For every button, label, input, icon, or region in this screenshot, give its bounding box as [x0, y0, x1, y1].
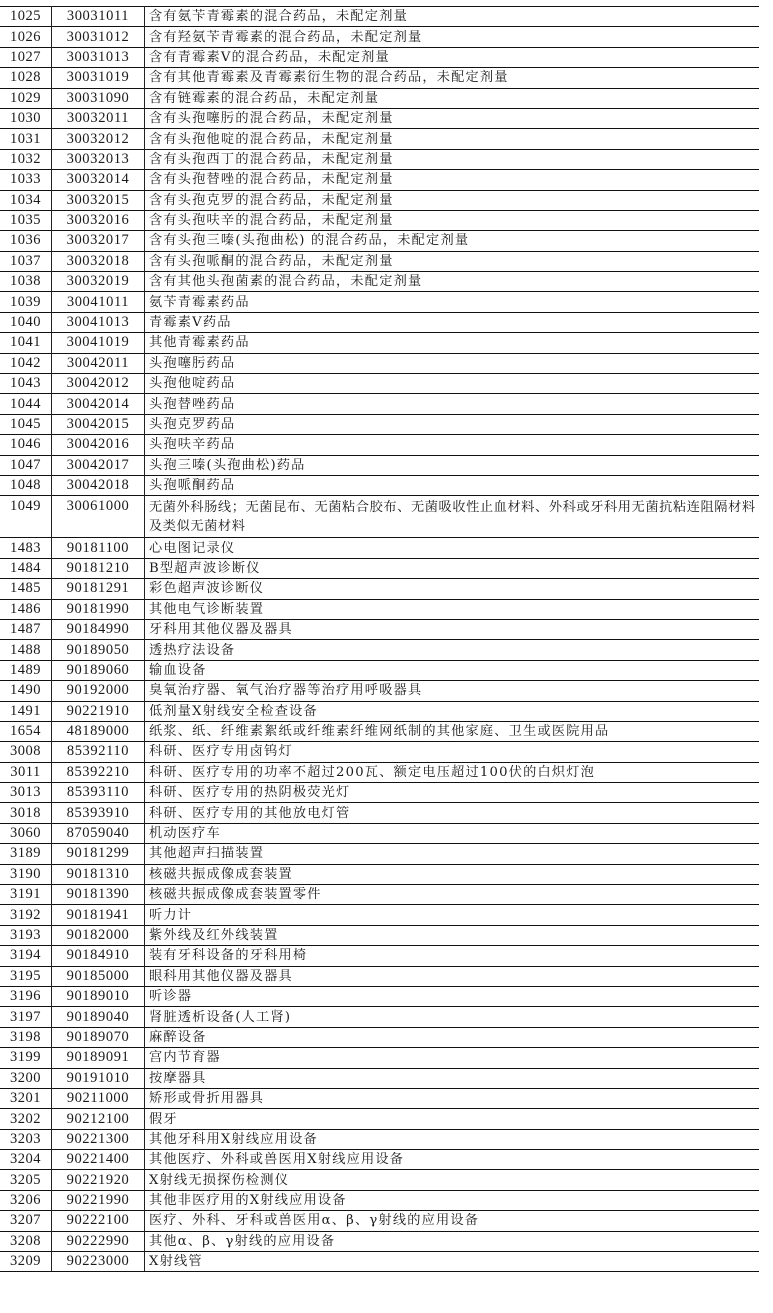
row-name-cell: 头孢他啶药品	[145, 374, 760, 394]
row-seq-cell: 3198	[0, 1027, 52, 1047]
table-row	[0, 496, 759, 538]
row-name-cell: 含有头孢噻肟的混合药品，未配定剂量	[145, 108, 760, 128]
row-seq-cell: 3199	[0, 1048, 52, 1068]
row-name-cell: 紫外线及红外线装置	[145, 925, 760, 945]
row-name-cell: 心电图记录仪	[145, 538, 760, 558]
table-row	[0, 823, 759, 843]
table-row	[0, 7, 759, 27]
row-code-cell: 90212100	[52, 1109, 145, 1129]
table-row	[0, 905, 759, 925]
row-seq-cell: 1490	[0, 681, 52, 701]
row-seq-cell: 3008	[0, 742, 52, 762]
row-name-cell: 其他非医疗用的X射线应用设备	[145, 1190, 760, 1210]
table-row	[0, 783, 759, 803]
row-seq-cell: 3011	[0, 762, 52, 782]
row-name-cell: 含有青霉素V的混合药品，未配定剂量	[145, 47, 760, 67]
table-row	[0, 129, 759, 149]
row-seq-cell: 1035	[0, 210, 52, 230]
row-seq-cell: 3208	[0, 1231, 52, 1251]
table-row	[0, 966, 759, 986]
table-row	[0, 681, 759, 701]
row-code-cell: 90182000	[52, 925, 145, 945]
row-seq-cell: 1039	[0, 292, 52, 312]
row-seq-cell: 1485	[0, 579, 52, 599]
row-name-cell: 核磁共振成像成套装置零件	[145, 885, 760, 905]
row-name-cell: 含有氨苄青霉素的混合药品，未配定剂量	[145, 7, 760, 27]
table-row	[0, 742, 759, 762]
table-row	[0, 701, 759, 721]
table-row	[0, 844, 759, 864]
row-code-cell: 90211000	[52, 1088, 145, 1108]
table-row	[0, 885, 759, 905]
row-name-cell: 青霉素V药品	[145, 312, 760, 332]
row-seq-cell: 3060	[0, 823, 52, 843]
row-name-cell: 头孢哌酮药品	[145, 475, 760, 495]
table-row	[0, 272, 759, 292]
row-name-cell: 科研、医疗专用卤钨灯	[145, 742, 760, 762]
row-seq-cell: 3192	[0, 905, 52, 925]
row-code-cell: 90181990	[52, 599, 145, 619]
table-row	[0, 538, 759, 558]
row-seq-cell: 1043	[0, 374, 52, 394]
row-code-cell: 30032011	[52, 108, 145, 128]
table-row	[0, 1190, 759, 1210]
row-code-cell: 90184990	[52, 619, 145, 639]
row-seq-cell: 1029	[0, 88, 52, 108]
row-seq-cell: 3207	[0, 1211, 52, 1231]
table-row	[0, 47, 759, 67]
row-code-cell: 48189000	[52, 721, 145, 741]
row-code-cell: 90222100	[52, 1211, 145, 1231]
row-name-cell: 牙科用其他仪器及器具	[145, 619, 760, 639]
row-code-cell: 30042011	[52, 353, 145, 373]
row-name-cell: 含有羟氨苄青霉素的混合药品，未配定剂量	[145, 27, 760, 47]
table-row	[0, 925, 759, 945]
row-code-cell: 30032012	[52, 129, 145, 149]
table-row	[0, 619, 759, 639]
row-seq-cell: 1044	[0, 394, 52, 414]
tariff-code-table	[0, 6, 759, 1272]
table-row	[0, 1211, 759, 1231]
table-row	[0, 27, 759, 47]
table-row	[0, 108, 759, 128]
table-row	[0, 394, 759, 414]
row-code-cell: 85392110	[52, 742, 145, 762]
row-name-cell: 眼科用其他仪器及器具	[145, 966, 760, 986]
row-seq-cell: 3206	[0, 1190, 52, 1210]
row-seq-cell: 3194	[0, 946, 52, 966]
row-code-cell: 85393910	[52, 803, 145, 823]
row-code-cell: 90181291	[52, 579, 145, 599]
table-row	[0, 1088, 759, 1108]
row-name-cell: 科研、医疗专用的功率不超过200瓦、额定电压超过100伏的白炽灯泡	[145, 762, 760, 782]
row-seq-cell: 1034	[0, 190, 52, 210]
row-name-cell: 医疗、外科、牙科或兽医用α、β、γ射线的应用设备	[145, 1211, 760, 1231]
row-seq-cell: 1032	[0, 149, 52, 169]
row-name-cell: 含有头孢哌酮的混合药品，未配定剂量	[145, 251, 760, 271]
table-row	[0, 210, 759, 230]
row-code-cell: 30032017	[52, 231, 145, 251]
table-row	[0, 435, 759, 455]
row-seq-cell: 3190	[0, 864, 52, 884]
table-row	[0, 231, 759, 251]
row-name-cell: X射线管	[145, 1252, 760, 1272]
row-seq-cell: 1483	[0, 538, 52, 558]
row-code-cell: 30041011	[52, 292, 145, 312]
row-code-cell: 90223000	[52, 1252, 145, 1272]
table-row	[0, 762, 759, 782]
row-name-cell: 宫内节育器	[145, 1048, 760, 1068]
row-seq-cell: 1033	[0, 170, 52, 190]
row-code-cell: 30031011	[52, 7, 145, 27]
row-name-cell: 矫形或骨折用器具	[145, 1088, 760, 1108]
table-row	[0, 946, 759, 966]
row-name-cell: 含有链霉素的混合药品，未配定剂量	[145, 88, 760, 108]
row-seq-cell: 3204	[0, 1150, 52, 1170]
row-code-cell: 90189040	[52, 1007, 145, 1027]
row-seq-cell: 1041	[0, 333, 52, 353]
row-code-cell: 90181299	[52, 844, 145, 864]
row-seq-cell: 3013	[0, 783, 52, 803]
table-row	[0, 660, 759, 680]
row-seq-cell: 1028	[0, 68, 52, 88]
row-name-cell: 其他α、β、γ射线的应用设备	[145, 1231, 760, 1251]
row-code-cell: 30032018	[52, 251, 145, 271]
table-row	[0, 374, 759, 394]
row-seq-cell: 1486	[0, 599, 52, 619]
row-seq-cell: 1487	[0, 619, 52, 639]
row-code-cell: 30032013	[52, 149, 145, 169]
table-row	[0, 986, 759, 1006]
row-name-cell: 头孢克罗药品	[145, 414, 760, 434]
row-name-cell: 纸浆、纸、纤维素絮纸或纤维素纤维网纸制的其他家庭、卫生或医院用品	[145, 721, 760, 741]
row-name-cell: 氨苄青霉素药品	[145, 292, 760, 312]
row-seq-cell: 3191	[0, 885, 52, 905]
table-row	[0, 558, 759, 578]
row-code-cell: 90189060	[52, 660, 145, 680]
row-code-cell: 90181100	[52, 538, 145, 558]
row-code-cell: 90221300	[52, 1129, 145, 1149]
row-name-cell: 含有头孢他啶的混合药品，未配定剂量	[145, 129, 760, 149]
row-seq-cell: 1489	[0, 660, 52, 680]
row-name-cell: 科研、医疗专用的热阴极荧光灯	[145, 783, 760, 803]
row-code-cell: 90189050	[52, 640, 145, 660]
row-name-cell: 按摩器具	[145, 1068, 760, 1088]
row-seq-cell: 3209	[0, 1252, 52, 1272]
row-name-cell: 其他青霉素药品	[145, 333, 760, 353]
row-seq-cell: 3189	[0, 844, 52, 864]
row-name-cell: 含有头孢三嗪(头孢曲松) 的混合药品，未配定剂量	[145, 231, 760, 251]
row-name-cell: 听力计	[145, 905, 760, 925]
row-name-cell: 头孢替唑药品	[145, 394, 760, 414]
table-row	[0, 190, 759, 210]
row-code-cell: 30042015	[52, 414, 145, 434]
row-seq-cell: 1048	[0, 475, 52, 495]
row-name-cell: 头孢三嗪(头孢曲松)药品	[145, 455, 760, 475]
row-seq-cell: 1488	[0, 640, 52, 660]
row-code-cell: 30032016	[52, 210, 145, 230]
row-code-cell: 30032015	[52, 190, 145, 210]
row-code-cell: 30041019	[52, 333, 145, 353]
row-seq-cell: 1036	[0, 231, 52, 251]
row-name-cell: 其他医疗、外科或兽医用X射线应用设备	[145, 1150, 760, 1170]
table-row	[0, 1231, 759, 1251]
table-row	[0, 88, 759, 108]
row-code-cell: 30032019	[52, 272, 145, 292]
table-row	[0, 149, 759, 169]
row-name-cell: 含有头孢西丁的混合药品，未配定剂量	[145, 149, 760, 169]
row-seq-cell: 1026	[0, 27, 52, 47]
row-seq-cell: 1031	[0, 129, 52, 149]
table-row	[0, 721, 759, 741]
table-row	[0, 1027, 759, 1047]
row-code-cell: 30042012	[52, 374, 145, 394]
row-code-cell: 30031013	[52, 47, 145, 67]
row-seq-cell: 1025	[0, 7, 52, 27]
row-seq-cell: 3195	[0, 966, 52, 986]
row-name-cell: 其他电气诊断装置	[145, 599, 760, 619]
row-name-cell: X射线无损探伤检测仪	[145, 1170, 760, 1190]
row-code-cell: 90181941	[52, 905, 145, 925]
row-name-cell: 其他超声扫描装置	[145, 844, 760, 864]
row-name-cell: 含有头孢呋辛的混合药品，未配定剂量	[145, 210, 760, 230]
table-row	[0, 292, 759, 312]
table-row	[0, 1252, 759, 1272]
row-code-cell: 30042016	[52, 435, 145, 455]
row-seq-cell: 1491	[0, 701, 52, 721]
row-name-cell: 假牙	[145, 1109, 760, 1129]
row-code-cell: 90189010	[52, 986, 145, 1006]
table-row	[0, 579, 759, 599]
row-name-cell: 其他牙科用X射线应用设备	[145, 1129, 760, 1149]
row-name-cell: 含有头孢克罗的混合药品，未配定剂量	[145, 190, 760, 210]
row-seq-cell: 3201	[0, 1088, 52, 1108]
row-code-cell: 90191010	[52, 1068, 145, 1088]
row-seq-cell: 1037	[0, 251, 52, 271]
table-row	[0, 353, 759, 373]
table-row	[0, 170, 759, 190]
row-name-cell: 彩色超声波诊断仪	[145, 579, 760, 599]
row-code-cell: 87059040	[52, 823, 145, 843]
row-code-cell: 90181310	[52, 864, 145, 884]
row-seq-cell: 3202	[0, 1109, 52, 1129]
table-row	[0, 864, 759, 884]
row-code-cell: 90189070	[52, 1027, 145, 1047]
row-name-cell: 输血设备	[145, 660, 760, 680]
row-code-cell: 85393110	[52, 783, 145, 803]
row-seq-cell: 3193	[0, 925, 52, 945]
row-code-cell: 30032014	[52, 170, 145, 190]
row-code-cell: 90222990	[52, 1231, 145, 1251]
table-row	[0, 1129, 759, 1149]
table-row	[0, 475, 759, 495]
table-row	[0, 455, 759, 475]
table-row	[0, 414, 759, 434]
row-code-cell: 90189091	[52, 1048, 145, 1068]
row-code-cell: 30061000	[52, 496, 145, 538]
table-row	[0, 1150, 759, 1170]
row-code-cell: 90181390	[52, 885, 145, 905]
row-name-cell: 无菌外科肠线；无菌昆布、无菌粘合胶布、无菌吸收性止血材料、外科或牙科用无菌抗粘连阻隔材料及类似无菌材料	[145, 496, 760, 538]
row-code-cell: 90221400	[52, 1150, 145, 1170]
row-name-cell: 含有其他青霉素及青霉素衍生物的混合药品，未配定剂量	[145, 68, 760, 88]
row-seq-cell: 1049	[0, 496, 52, 538]
row-code-cell: 85392210	[52, 762, 145, 782]
row-code-cell: 30031019	[52, 68, 145, 88]
table-row	[0, 251, 759, 271]
row-seq-cell: 3018	[0, 803, 52, 823]
table-row	[0, 599, 759, 619]
row-code-cell: 90221910	[52, 701, 145, 721]
row-code-cell: 90184910	[52, 946, 145, 966]
row-seq-cell: 1040	[0, 312, 52, 332]
table-row	[0, 803, 759, 823]
table-row	[0, 68, 759, 88]
row-name-cell: 含有其他头孢菌素的混合药品，未配定剂量	[145, 272, 760, 292]
row-code-cell: 90192000	[52, 681, 145, 701]
table-row	[0, 1068, 759, 1088]
row-name-cell: 机动医疗车	[145, 823, 760, 843]
table-body	[0, 7, 759, 1272]
row-name-cell: 麻醉设备	[145, 1027, 760, 1047]
row-seq-cell: 1042	[0, 353, 52, 373]
table-row	[0, 333, 759, 353]
row-name-cell: 低剂量X射线安全检查设备	[145, 701, 760, 721]
row-seq-cell: 1046	[0, 435, 52, 455]
row-name-cell: 头孢呋辛药品	[145, 435, 760, 455]
row-name-cell: 透热疗法设备	[145, 640, 760, 660]
row-name-cell: 臭氧治疗器、氧气治疗器等治疗用呼吸器具	[145, 681, 760, 701]
row-seq-cell: 3196	[0, 986, 52, 1006]
row-seq-cell: 1027	[0, 47, 52, 67]
row-name-cell: 装有牙科设备的牙科用椅	[145, 946, 760, 966]
row-name-cell: 肾脏透析设备(人工肾)	[145, 1007, 760, 1027]
row-seq-cell: 1484	[0, 558, 52, 578]
table-row	[0, 640, 759, 660]
row-name-cell: 头孢噻肟药品	[145, 353, 760, 373]
row-seq-cell: 3200	[0, 1068, 52, 1088]
row-name-cell: B型超声波诊断仪	[145, 558, 760, 578]
row-code-cell: 30031090	[52, 88, 145, 108]
row-code-cell: 90185000	[52, 966, 145, 986]
row-seq-cell: 3205	[0, 1170, 52, 1190]
row-code-cell: 30031012	[52, 27, 145, 47]
row-name-cell: 含有头孢替唑的混合药品，未配定剂量	[145, 170, 760, 190]
row-name-cell: 科研、医疗专用的其他放电灯管	[145, 803, 760, 823]
row-seq-cell: 1030	[0, 108, 52, 128]
row-code-cell: 30042017	[52, 455, 145, 475]
row-code-cell: 30041013	[52, 312, 145, 332]
row-code-cell: 90181210	[52, 558, 145, 578]
row-seq-cell: 1654	[0, 721, 52, 741]
row-name-cell: 听诊器	[145, 986, 760, 1006]
table-row	[0, 312, 759, 332]
row-code-cell: 30042014	[52, 394, 145, 414]
table-row	[0, 1170, 759, 1190]
table-row	[0, 1048, 759, 1068]
row-name-cell: 核磁共振成像成套装置	[145, 864, 760, 884]
table-row	[0, 1007, 759, 1027]
row-seq-cell: 1045	[0, 414, 52, 434]
row-seq-cell: 3197	[0, 1007, 52, 1027]
row-code-cell: 90221990	[52, 1190, 145, 1210]
row-seq-cell: 1047	[0, 455, 52, 475]
row-seq-cell: 1038	[0, 272, 52, 292]
row-code-cell: 30042018	[52, 475, 145, 495]
table-row	[0, 1109, 759, 1129]
row-code-cell: 90221920	[52, 1170, 145, 1190]
row-seq-cell: 3203	[0, 1129, 52, 1149]
